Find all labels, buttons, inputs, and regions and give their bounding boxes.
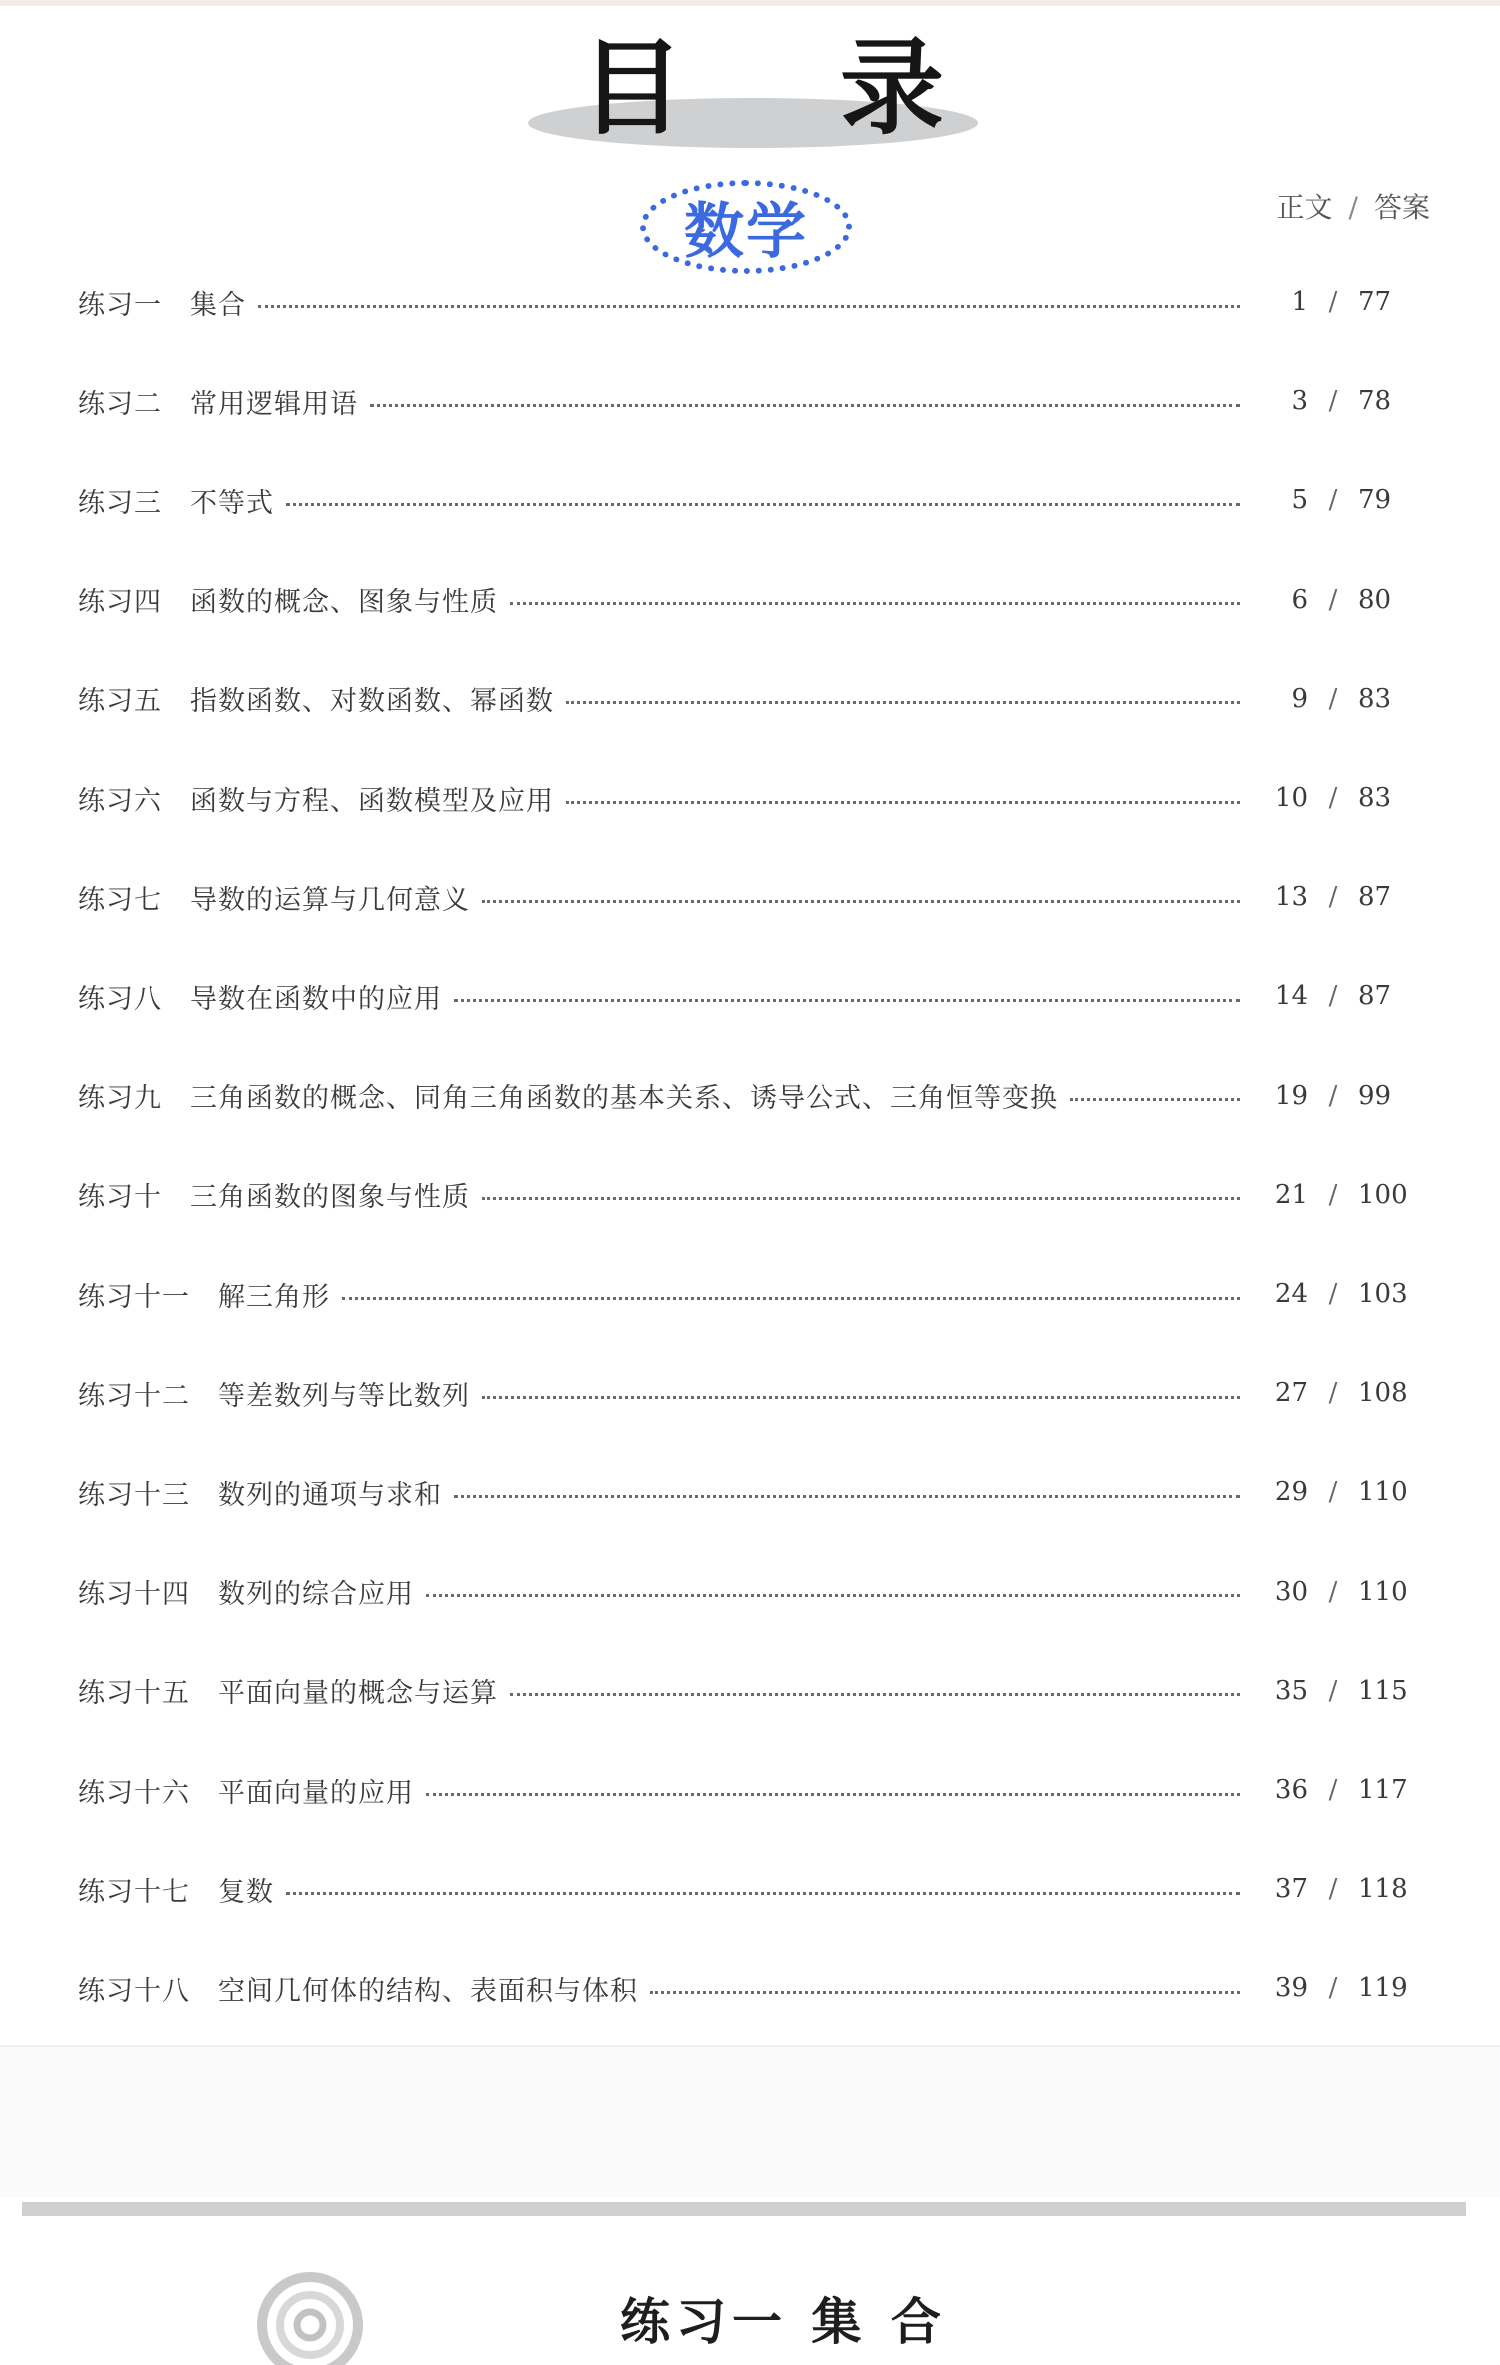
toc-separator: / bbox=[1328, 981, 1338, 1012]
toc-page-number: 19 bbox=[1274, 1080, 1308, 1111]
toc-row[interactable] bbox=[78, 768, 1428, 828]
toc-exercise-number: 练习十五 bbox=[78, 1678, 190, 1710]
toc-exercise-number: 练习四 bbox=[78, 587, 162, 619]
toc-row[interactable] bbox=[78, 867, 1428, 927]
toc-page-number: 24 bbox=[1274, 1279, 1308, 1309]
toc-separator: / bbox=[1328, 287, 1338, 317]
toc-answer-page: 119 bbox=[1358, 1973, 1408, 2004]
toc-separator: / bbox=[1328, 1179, 1338, 1210]
toc-exercise-title: 函数的概念、图象与性质 bbox=[190, 587, 498, 619]
column-header-text: 正文 bbox=[1276, 191, 1333, 224]
toc-page-number: 3 bbox=[1291, 386, 1308, 417]
toc-dot-leader bbox=[650, 1991, 1240, 1994]
toc-page-number: 21 bbox=[1274, 1179, 1308, 1210]
toc-exercise-title: 函数与方程、函数模型及应用 bbox=[190, 785, 554, 817]
toc-dot-leader bbox=[454, 999, 1240, 1002]
toc-exercise-number: 练习三 bbox=[78, 487, 162, 519]
toc-exercise-number: 练习十 bbox=[78, 1182, 162, 1214]
toc-exercise-title: 复数 bbox=[218, 1876, 274, 1908]
toc-dot-leader bbox=[482, 1396, 1240, 1399]
toc-page-number: 10 bbox=[1274, 783, 1308, 813]
toc-dot-leader bbox=[482, 900, 1240, 903]
toc-answer-page: 117 bbox=[1358, 1775, 1408, 1805]
toc-exercise-title: 常用逻辑用语 bbox=[190, 388, 358, 420]
toc-answer-page: 100 bbox=[1358, 1179, 1408, 1210]
toc-exercise-number: 练习十二 bbox=[78, 1380, 190, 1412]
toc-row[interactable] bbox=[78, 1562, 1428, 1622]
toc-exercise-number: 练习二 bbox=[78, 388, 162, 420]
toc-exercise-number: 练习七 bbox=[78, 884, 162, 916]
toc-exercise-number: 练习一 bbox=[78, 289, 162, 321]
toc-exercise-title: 不等式 bbox=[190, 487, 274, 519]
toc-exercise-number: 练习十三 bbox=[78, 1479, 190, 1511]
toc-row[interactable] bbox=[78, 470, 1428, 530]
toc-answer-page: 110 bbox=[1358, 1576, 1408, 1607]
toc-dot-leader bbox=[454, 1495, 1240, 1498]
toc-answer-page: 110 bbox=[1358, 1477, 1408, 1508]
toc-dot-leader bbox=[370, 404, 1240, 407]
toc-exercise-title: 等差数列与等比数列 bbox=[218, 1380, 470, 1412]
toc-exercise-number: 练习六 bbox=[78, 785, 162, 817]
toc-dot-leader bbox=[342, 1297, 1240, 1300]
toc-dot-leader bbox=[566, 701, 1240, 704]
subject-badge: 数学 bbox=[640, 180, 852, 274]
toc-separator: / bbox=[1328, 386, 1338, 417]
toc-separator: / bbox=[1328, 1973, 1338, 2004]
toc-exercise-number: 练习五 bbox=[78, 686, 162, 718]
toc-separator: / bbox=[1328, 1279, 1338, 1309]
toc-page-number: 36 bbox=[1274, 1775, 1308, 1805]
toc-page-number: 5 bbox=[1291, 485, 1308, 516]
toc-row[interactable] bbox=[78, 1165, 1428, 1225]
column-header-answer: 答案 bbox=[1373, 191, 1430, 224]
toc-row[interactable] bbox=[78, 272, 1428, 332]
toc-dot-leader bbox=[566, 801, 1240, 804]
toc-answer-page: 115 bbox=[1358, 1675, 1408, 1706]
toc-answer-page: 118 bbox=[1358, 1874, 1408, 1905]
toc-row[interactable] bbox=[78, 570, 1428, 630]
toc-exercise-title: 三角函数的概念、同角三角函数的基本关系、诱导公式、三角恒等变换 bbox=[190, 1083, 1058, 1115]
spiral-icon bbox=[250, 2255, 370, 2365]
column-header bbox=[1277, 186, 1430, 226]
toc-exercise-title: 三角函数的图象与性质 bbox=[190, 1182, 470, 1214]
toc-dot-leader bbox=[510, 1693, 1240, 1696]
toc-separator: / bbox=[1328, 1775, 1338, 1805]
toc-row[interactable] bbox=[78, 1462, 1428, 1522]
toc-separator: / bbox=[1328, 1080, 1338, 1111]
toc-dot-leader bbox=[482, 1197, 1240, 1200]
toc-row[interactable] bbox=[78, 1066, 1428, 1126]
toc-answer-page: 80 bbox=[1358, 584, 1392, 615]
toc-separator: / bbox=[1328, 485, 1338, 516]
toc-separator: / bbox=[1328, 1378, 1338, 1409]
toc-page-number: 39 bbox=[1274, 1973, 1308, 2004]
toc-answer-page: 87 bbox=[1358, 882, 1392, 913]
toc-answer-page: 103 bbox=[1358, 1279, 1408, 1309]
toc-exercise-number: 练习九 bbox=[78, 1083, 162, 1115]
toc-separator: / bbox=[1328, 584, 1338, 615]
toc-dot-leader bbox=[1070, 1098, 1240, 1101]
toc-dot-leader bbox=[426, 1594, 1240, 1597]
page-gap bbox=[0, 2045, 1500, 2197]
toc-dot-leader bbox=[286, 503, 1240, 506]
toc-answer-page: 78 bbox=[1358, 386, 1392, 417]
toc-dot-leader bbox=[510, 602, 1240, 605]
toc-page-number: 35 bbox=[1274, 1675, 1308, 1706]
toc-page-number: 29 bbox=[1274, 1477, 1308, 1508]
toc-page-number: 27 bbox=[1274, 1378, 1308, 1409]
toc-row[interactable] bbox=[78, 1264, 1428, 1324]
toc-page-number: 1 bbox=[1291, 287, 1308, 317]
toc-page-number: 13 bbox=[1274, 882, 1308, 913]
toc-page-number: 14 bbox=[1274, 981, 1308, 1012]
toc-page-number: 6 bbox=[1291, 584, 1308, 615]
toc-answer-page: 83 bbox=[1358, 783, 1392, 813]
toc-exercise-title: 导数在函数中的应用 bbox=[190, 983, 442, 1015]
toc-row[interactable] bbox=[78, 966, 1428, 1026]
toc-exercise-title: 指数函数、对数函数、幂函数 bbox=[190, 686, 554, 718]
toc-exercise-number: 练习八 bbox=[78, 983, 162, 1015]
toc-row[interactable] bbox=[78, 1363, 1428, 1423]
toc-row[interactable] bbox=[78, 1958, 1428, 2018]
toc-answer-page: 108 bbox=[1358, 1378, 1408, 1409]
toc-exercise-title: 导数的运算与几何意义 bbox=[190, 884, 470, 916]
toc-separator: / bbox=[1328, 783, 1338, 813]
toc-separator: / bbox=[1328, 882, 1338, 913]
toc-separator: / bbox=[1328, 1576, 1338, 1607]
toc-dot-leader bbox=[258, 305, 1240, 308]
page-title-right-char: 录 bbox=[840, 26, 945, 149]
toc-row[interactable] bbox=[78, 1661, 1428, 1721]
toc-row[interactable] bbox=[78, 669, 1428, 729]
toc-exercise-title: 平面向量的概念与运算 bbox=[218, 1678, 498, 1710]
toc-separator: / bbox=[1328, 683, 1338, 714]
toc-dot-leader bbox=[286, 1892, 1240, 1895]
toc-exercise-title: 集合 bbox=[190, 289, 246, 321]
toc-answer-page: 99 bbox=[1358, 1080, 1392, 1111]
toc-separator: / bbox=[1328, 1675, 1338, 1706]
next-section-heading: 练习一 集 合 bbox=[620, 2292, 947, 2351]
toc-page-number: 37 bbox=[1274, 1874, 1308, 1905]
toc-exercise-number: 练习十一 bbox=[78, 1281, 190, 1313]
toc-page-number: 9 bbox=[1291, 683, 1308, 714]
toc-row[interactable] bbox=[78, 371, 1428, 431]
page-title bbox=[520, 28, 980, 148]
toc-page-number: 30 bbox=[1274, 1576, 1308, 1607]
toc-answer-page: 77 bbox=[1358, 287, 1392, 317]
toc-answer-page: 87 bbox=[1358, 981, 1392, 1012]
toc-dot-leader bbox=[426, 1793, 1240, 1796]
page-top-border bbox=[0, 0, 1500, 6]
toc-answer-page: 79 bbox=[1358, 485, 1392, 516]
toc-exercise-title: 平面向量的应用 bbox=[218, 1777, 414, 1809]
toc-row[interactable] bbox=[78, 1760, 1428, 1820]
section-divider-bar bbox=[22, 2202, 1466, 2216]
toc-exercise-number: 练习十四 bbox=[78, 1579, 190, 1611]
toc-answer-page: 83 bbox=[1358, 683, 1392, 714]
toc-row[interactable] bbox=[78, 1859, 1428, 1919]
toc-separator: / bbox=[1328, 1477, 1338, 1508]
toc-exercise-title: 数列的通项与求和 bbox=[218, 1479, 442, 1511]
column-header-separator: / bbox=[1348, 191, 1358, 224]
page-title-left-char: 目 bbox=[580, 26, 685, 149]
toc-exercise-title: 数列的综合应用 bbox=[218, 1579, 414, 1611]
toc-exercise-title: 解三角形 bbox=[218, 1281, 330, 1313]
toc-separator: / bbox=[1328, 1874, 1338, 1905]
toc-exercise-number: 练习十六 bbox=[78, 1777, 190, 1809]
toc-exercise-title: 空间几何体的结构、表面积与体积 bbox=[218, 1975, 638, 2007]
toc-exercise-number: 练习十七 bbox=[78, 1876, 190, 1908]
toc-exercise-number: 练习十八 bbox=[78, 1975, 190, 2007]
